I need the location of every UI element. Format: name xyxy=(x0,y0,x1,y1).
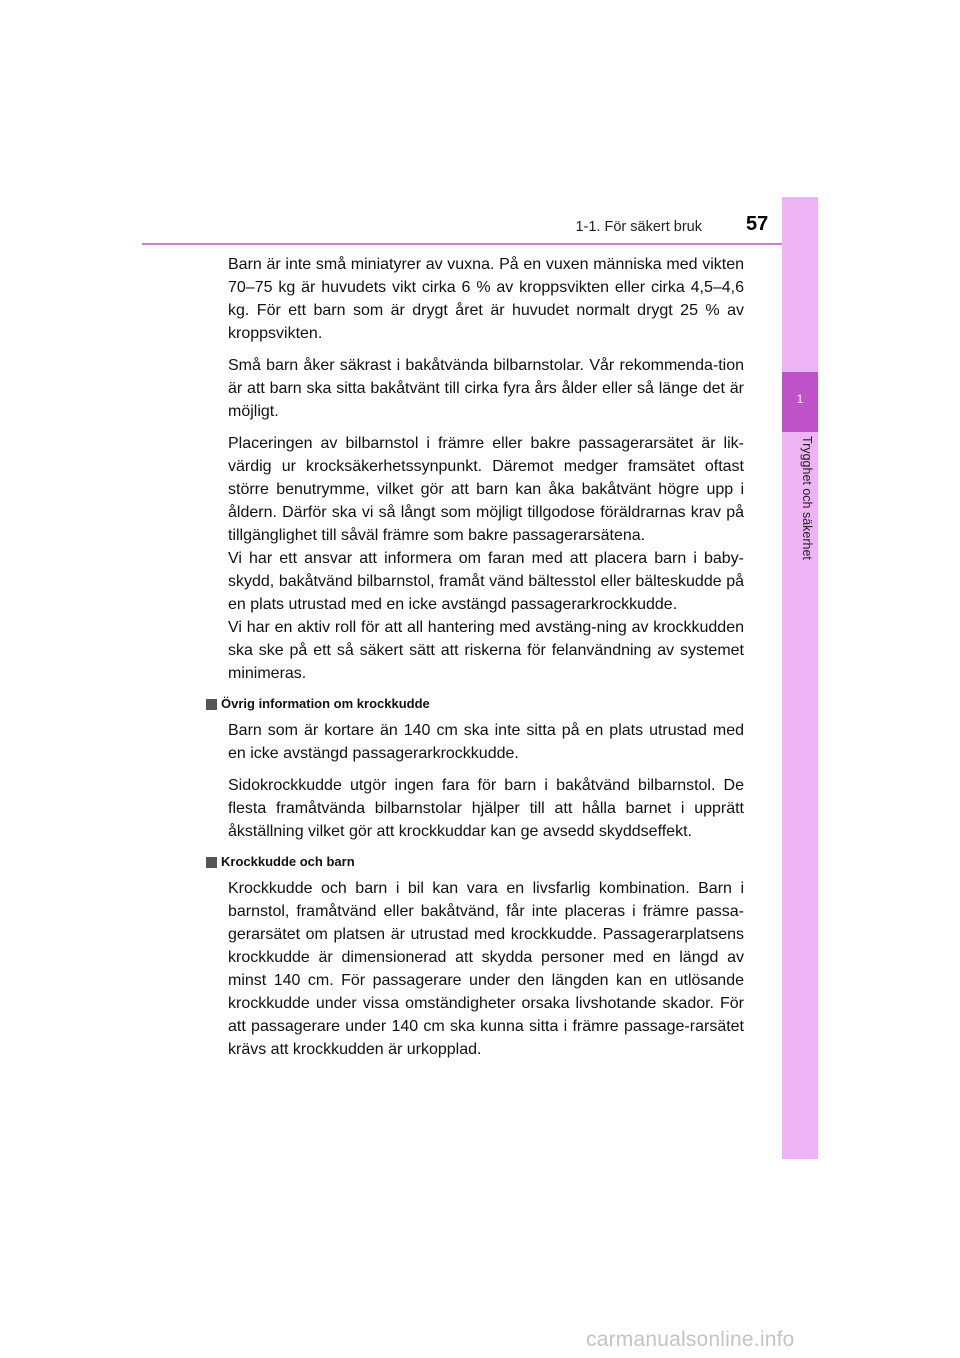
section-heading-text: Krockkudde och barn xyxy=(221,854,355,869)
paragraph: Krockkudde och barn i bil kan vara en livsfarlig kombination. Barn i barnstol, framåtvänd eller bakåtvänd, får inte placeras i främre passa-gerarsätet om platsen är utrustad med krockkudde. Passagerarplatsens krockkudde är dimensionerad att skydda personer med en längd av minst 140 cm. För passagerare under den längden kan en utlösande krockkudde under vissa omständigheter orsaka livshotande skador. För att passagerare under 140 cm ska kunna sitta i främre passage-rarsätet krävs att krockkudden är urkopplad. xyxy=(228,880,744,1058)
page-number: 57 xyxy=(746,213,769,235)
chapter-side-tab[interactable] xyxy=(782,197,818,1159)
header-rule xyxy=(142,243,818,245)
paragraph: Små barn åker säkrast i bakåtvända bilbarnstolar. Vår rekommenda-tion är att barn ska sitta bakåtvänt till cirka fyra års ålder eller så länge det är möjligt. xyxy=(228,357,744,420)
section-heading xyxy=(206,853,744,871)
bullet-square-icon xyxy=(206,857,217,868)
main-content xyxy=(206,253,744,1070)
paragraph: Vi har ett ansvar att informera om faran med att placera barn i baby-skydd, bakåtvänd bilbarnstol, framåt vänd bältesstol eller bälteskudde på en plats utrustad med en icke avstängd passagerarkrockkudde. xyxy=(228,550,744,613)
watermark-link[interactable]: carmanualsonline.info xyxy=(586,1328,795,1351)
bullet-square-icon xyxy=(206,699,217,710)
paragraph: Sidokrockkudde utgör ingen fara för barn i bakåtvänd bilbarnstol. De flesta framåtvända bilbarnstolar hjälper till att hålla barnet i upprätt åkställning vilket gör att krockkuddar kan ge avsedd skyddseffekt. xyxy=(228,777,744,840)
paragraph: Barn är inte små miniatyrer av vuxna. På en vuxen människa med vikten 70–75 kg är huvudets vikt cirka 6 % av kroppsvikten eller cirka 4,5–4,6 kg. För ett barn som är drygt året är huvudet normalt drygt 25 % av kroppsvikten. xyxy=(228,256,744,342)
paragraph: Barn som är kortare än 140 cm ska inte sitta på en plats utrustad med en icke avstängd passagerarkrockkudde. xyxy=(228,722,744,762)
chapter-title: Trygghet och säkerhet xyxy=(800,436,814,560)
paragraph: Placeringen av bilbarnstol i främre eller bakre passagerarsätet är lik-värdig ur krocksäkerhetssynpunkt. Däremot medger framsätet oftast större benutrymme, vilket gör att barn kan åka bakåtvänt högre upp i åldern. Därför ska vi så långt som möjligt tillgodose föräldrarnas krav på tillgänglighet till såväl främre som bakre passagerarsätena. xyxy=(228,435,744,544)
section-heading-text: Övrig information om krockkudde xyxy=(221,696,430,711)
section-heading xyxy=(206,695,744,713)
paragraph: Vi har en aktiv roll för att all hantering med avstäng-ning av krockkudden ska ske på ett så säkert sätt att riskerna för felanvändning av systemet minimeras. xyxy=(228,619,744,682)
chapter-number: 1 xyxy=(796,392,804,406)
section-title: 1-1. För säkert bruk xyxy=(575,219,702,235)
